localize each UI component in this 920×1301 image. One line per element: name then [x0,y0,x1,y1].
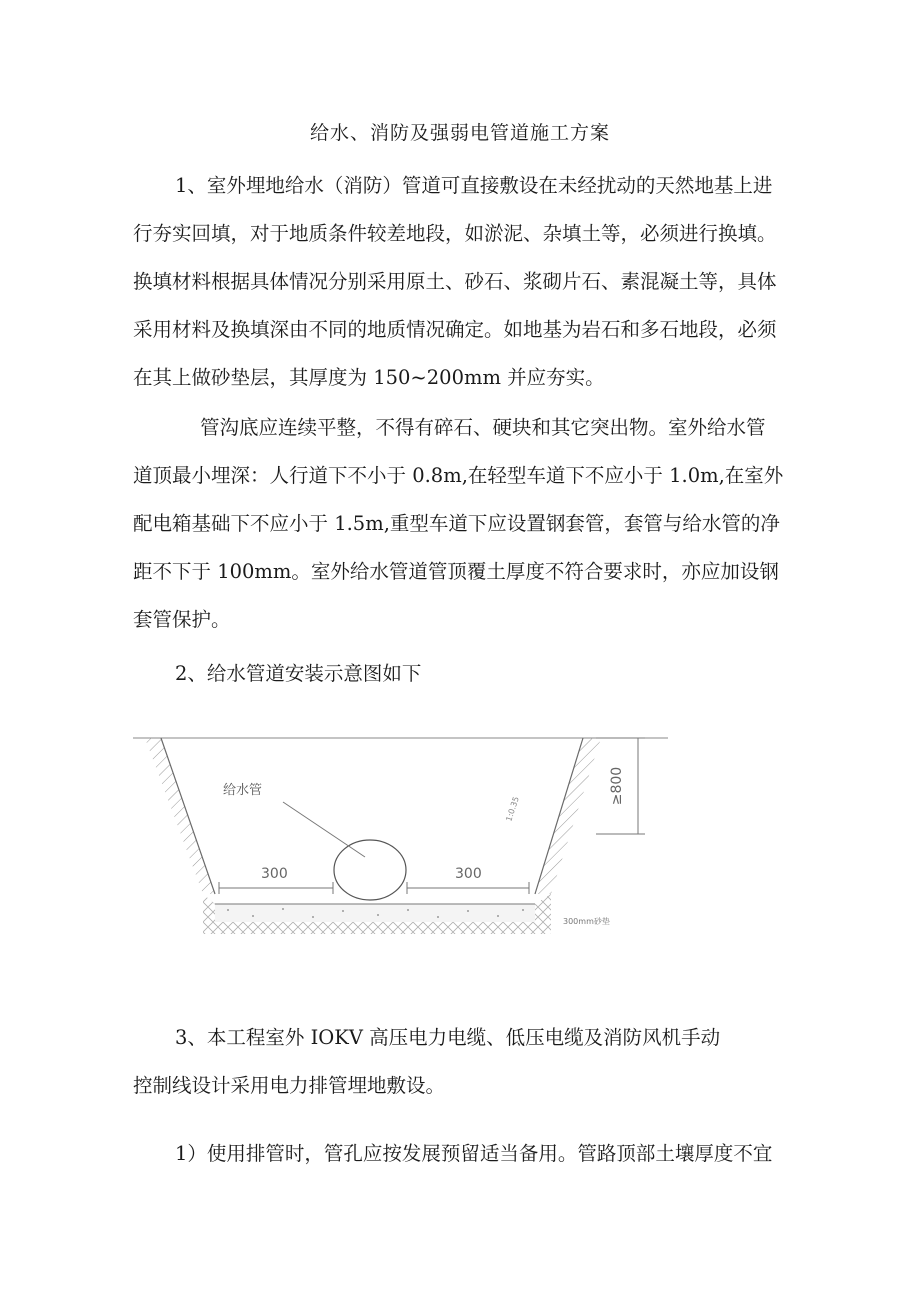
bedding-label: 300mm砂垫 [563,917,610,926]
para1-line-3: 换填材料根据具体情况分别采用原土、砂石、浆砌片石、素混凝土等，具体 [133,270,777,293]
para2-line-2: 道顶最小埋深：人行道下不小于 0.8m,在轻型车道下不应小于 1.0m,在室外 [133,464,784,487]
pipe-trench-diagram [133,722,668,957]
left-slope-soil [145,738,215,894]
para1-line-5: 在其上做砂垫层，其厚度为 150~200mm 并应夯实。 [133,366,605,389]
left-dimension-label: 300 [261,866,288,882]
para1-line-4: 采用材料及换填深由不同的地质情况确定。如地基为岩石和多石地段，必须 [133,318,777,341]
para1-line-1: 1、室外埋地给水（消防）管道可直接敷设在未经扰动的天然地基上进 [175,174,773,197]
water-pipe [334,840,406,900]
right-slope-soil [535,738,601,894]
pipe-label: 给水管 [223,783,263,798]
left-trench-wall [161,738,215,894]
para2-line-3: 配电箱基础下不应小于 1.5m,重型车道下应设置钢套管，套管与给水管的净 [133,512,780,535]
slope-label: 1:0.35 [504,795,521,823]
para4-line-1: 3、本工程室外 IOKV 高压电力电缆、低压电缆及消防风机手动 [175,1026,721,1049]
depth-label: ≥800 [609,766,625,806]
para2-line-5: 套管保护。 [133,608,231,631]
right-dimension-label: 300 [455,866,482,882]
para2-line-1: 管沟底应连续平整，不得有碎石、硬块和其它突出物。室外给水管 [200,416,766,439]
para3-heading: 2、给水管道安装示意图如下 [175,662,422,685]
para1-line-2: 行夯实回填，对于地质条件较差地段，如淤泥、杂填土等，必须进行换填。 [133,222,777,245]
para4-line-2: 控制线设计采用电力排管埋地敷设。 [133,1074,446,1097]
para2-line-4: 距不下于 100mm。室外给水管道管顶覆土厚度不符合要求时，亦应加设钢 [133,560,779,583]
sand-bedding [215,904,535,922]
para5-line-1: 1）使用排管时，管孔应按发展预留适当备用。管路顶部土壤厚度不宜 [175,1142,773,1165]
document-title: 给水、消防及强弱电管道施工方案 [309,122,610,144]
